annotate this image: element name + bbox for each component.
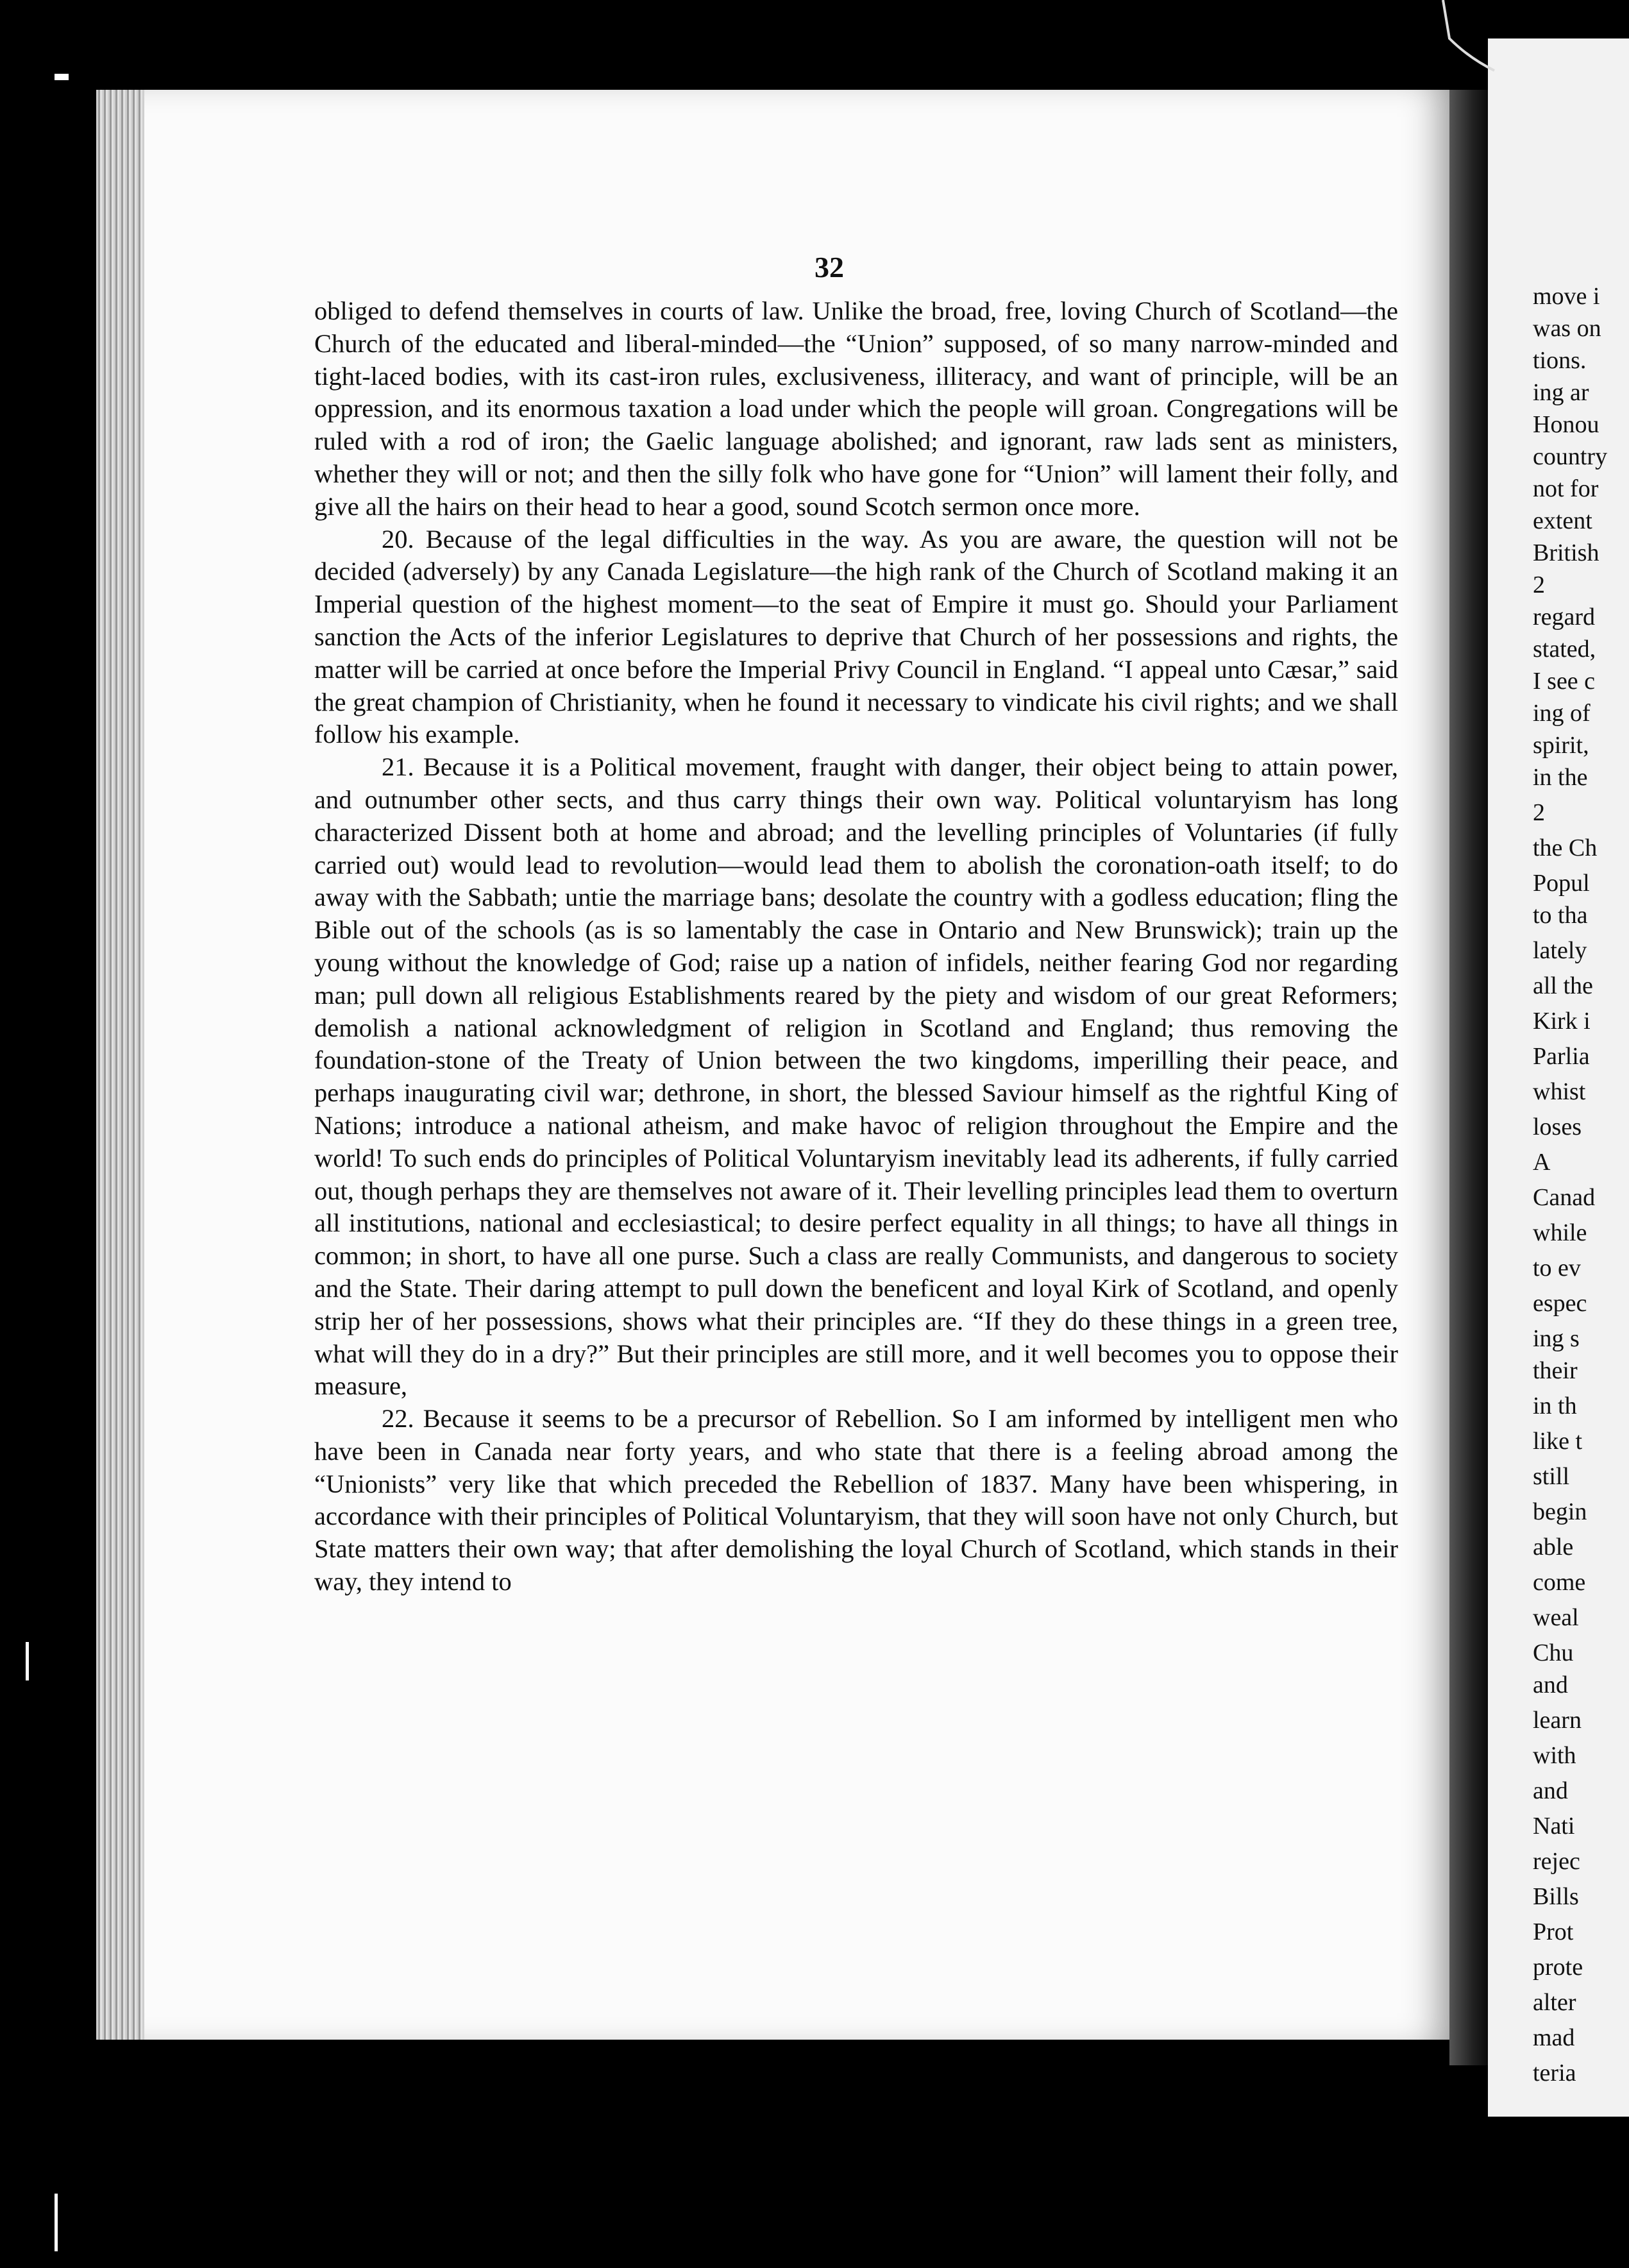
facing-page-line: Bills [1533, 1883, 1579, 1910]
facing-page-line: Parlia [1533, 1043, 1590, 1070]
facing-page-line: whist [1533, 1078, 1586, 1105]
facing-page-fragment [1488, 38, 1629, 2117]
book-gutter [1449, 90, 1488, 2065]
facing-page-line: weal [1533, 1604, 1579, 1631]
facing-page-line: 2 [1533, 571, 1545, 598]
facing-page-line: regard [1533, 604, 1596, 630]
facing-page-line: like t [1533, 1428, 1583, 1455]
margin-mark-left [26, 1642, 29, 1680]
facing-page-line: Kirk i [1533, 1008, 1591, 1035]
facing-page-line: in the [1533, 764, 1588, 791]
facing-page-line: Prot [1533, 1918, 1574, 1945]
facing-page-line: Nati [1533, 1813, 1575, 1840]
facing-page-line: tions. [1533, 347, 1587, 374]
facing-page-line: still [1533, 1463, 1570, 1490]
facing-page-line: move i [1533, 283, 1600, 310]
facing-page-line: teria [1533, 2060, 1576, 2086]
facing-page-line: stated, [1533, 636, 1596, 663]
facing-page-line: rejec [1533, 1848, 1580, 1875]
facing-page-line: ing s [1533, 1325, 1580, 1352]
facing-page-line: A [1533, 1149, 1551, 1176]
facing-page-line: Popul [1533, 870, 1590, 897]
facing-page-line: Chu [1533, 1639, 1574, 1666]
facing-page-line: Honou [1533, 411, 1599, 438]
facing-page-line: mad [1533, 2024, 1575, 2051]
facing-page-line: extent [1533, 507, 1592, 534]
facing-page-line: their [1533, 1357, 1578, 1384]
facing-page-line: ing of [1533, 700, 1591, 727]
facing-page-line: not for [1533, 475, 1599, 502]
facing-page-line: begin [1533, 1498, 1587, 1525]
facing-page-line: the Ch [1533, 834, 1598, 861]
facing-page-line: able [1533, 1534, 1574, 1561]
page-body-text [314, 295, 1398, 1598]
facing-page-line: 2 [1533, 799, 1545, 826]
paragraph-21: 21. Because it is a Political movement, fraught with danger, their object being to attain power, and outnumber other sects, and thus carry things their own way. Political voluntaryism has long characterized Dissent both at home and abroad; and the levelling principles of Voluntaries (if fully carried out) would lead to revolution—would lead them to abolish the coronation-oath itself; to do away with the Sabbath; untie the marriage bans; desolate the country with a godless education; fling the Bible out of the schools (as is so lamentably the case in Ontario and New Brunswick); train up the young without the knowledge of God; raise up a nation of infidels, neither fearing God nor regarding man; pull down all religious Establishments reared by the piety and wisdom of our great Reformers; demolish a national acknowledgment of religion in Scotland and England; thus removing the foundation-stone of the Treaty of Union between the two kingdoms, imperilling their peace, and perhaps inaugurating civil war; dethrone, in short, the blessed Saviour himself as the rightful King of Nations; introduce a national atheism, and make havoc of religion throughout the Empire and the world! To such ends do principles of Political Voluntaryism inevitably lead its adherents, if fully carried out, though perhaps they are themselves not aware of it. Their levelling principles lead them to overturn all institutions, national and ecclesiastical; to desire perfect equality in all things; to have all things in common; in short, to have all one purse. Such a class are really Communists, and dangerous to society and the State. Their daring attempt to pull down the beneficent and loyal Kirk of Scotland, and openly strip her of her possessions, shows what their principles are. “If they do these things in a green tree, what will they do in a dry?” But their principles are still more, and it well becomes you to oppose their measure, [314, 752, 1398, 1401]
facing-page-line: lately [1533, 937, 1587, 964]
facing-page-line: I see c [1533, 668, 1596, 695]
facing-page-line: spirit, [1533, 732, 1589, 759]
paragraph-22: 22. Because it seems to be a precursor of Rebellion. So I am informed by intelligent men who have been in Canada near forty years, and who state that there is a feeling abroad among the “Unionists” very like that which preceded the Rebellion of 1837. Many have been whispering, in accordance with their principles of Political Voluntaryism, that they will soon have not only Church, but State matters their own way; that after demolishing the loyal Church of Scotland, which stands in their way, they intend to [314, 1404, 1398, 1596]
facing-page-line: and [1533, 1671, 1568, 1698]
paragraph-continuation: obliged to defend themselves in courts of law. Unlike the broad, free, loving Church of Scotland—the Church of the educated and liberal-minded—the “Union” supposed, of so many narrow-minded and tight-laced bodies, with its cast-iron rules, exclusiveness, illiteracy, and want of principle, will be an oppression, and its enormous taxation a load under which the people will groan. Congregations will be ruled with a rod of iron; the Gaelic language abolished; and ignorant, raw lads sent as ministers, whether they will or not; and then the silly folk who have gone for “Union” will lament their folly, and give all the hairs on their head to hear a good, sound Scotch sermon once more. [314, 296, 1398, 521]
facing-page-line: was on [1533, 315, 1601, 342]
corner-scribble-mark [1430, 0, 1501, 77]
margin-mark-bottom [55, 2194, 58, 2251]
facing-page-line: and [1533, 1777, 1568, 1804]
facing-page-line: all the [1533, 972, 1593, 999]
facing-page-line: while [1533, 1219, 1587, 1246]
facing-page-line: to ev [1533, 1255, 1581, 1282]
facing-page-line: Canad [1533, 1184, 1596, 1211]
facing-page-line: come [1533, 1569, 1586, 1596]
page-number: 32 [814, 251, 844, 284]
facing-page-line: with [1533, 1742, 1576, 1769]
facing-page-line: to tha [1533, 902, 1588, 929]
facing-page-line: alter [1533, 1989, 1576, 2016]
facing-page-line: espec [1533, 1290, 1587, 1317]
facing-page-line: learn [1533, 1707, 1582, 1734]
facing-page-line: British [1533, 539, 1599, 566]
facing-page-line: ing ar [1533, 379, 1589, 406]
facing-page-line: country [1533, 443, 1608, 470]
facing-page-line: loses [1533, 1113, 1582, 1140]
facing-page-line: prote [1533, 1954, 1583, 1981]
facing-page-line: in th [1533, 1392, 1577, 1419]
margin-mark-top [55, 74, 69, 80]
paragraph-20: 20. Because of the legal difficulties in the way. As you are aware, the question will not be decided (adversely) by any Canada Legislature—the high rank of the Church of Scotland making it an Imperial question of the highest moment—to the seat of Empire it must go. Should your Parliament sanction the Acts of the inferior Legislatures to deprive that Church of her possessions and rights, the matter will be carried at once before the Imperial Privy Council in England. “I appeal unto Cæsar,” said the great champion of Christianity, when he found it necessary to vindicate his civil rights; and we shall follow his example. [314, 524, 1398, 749]
